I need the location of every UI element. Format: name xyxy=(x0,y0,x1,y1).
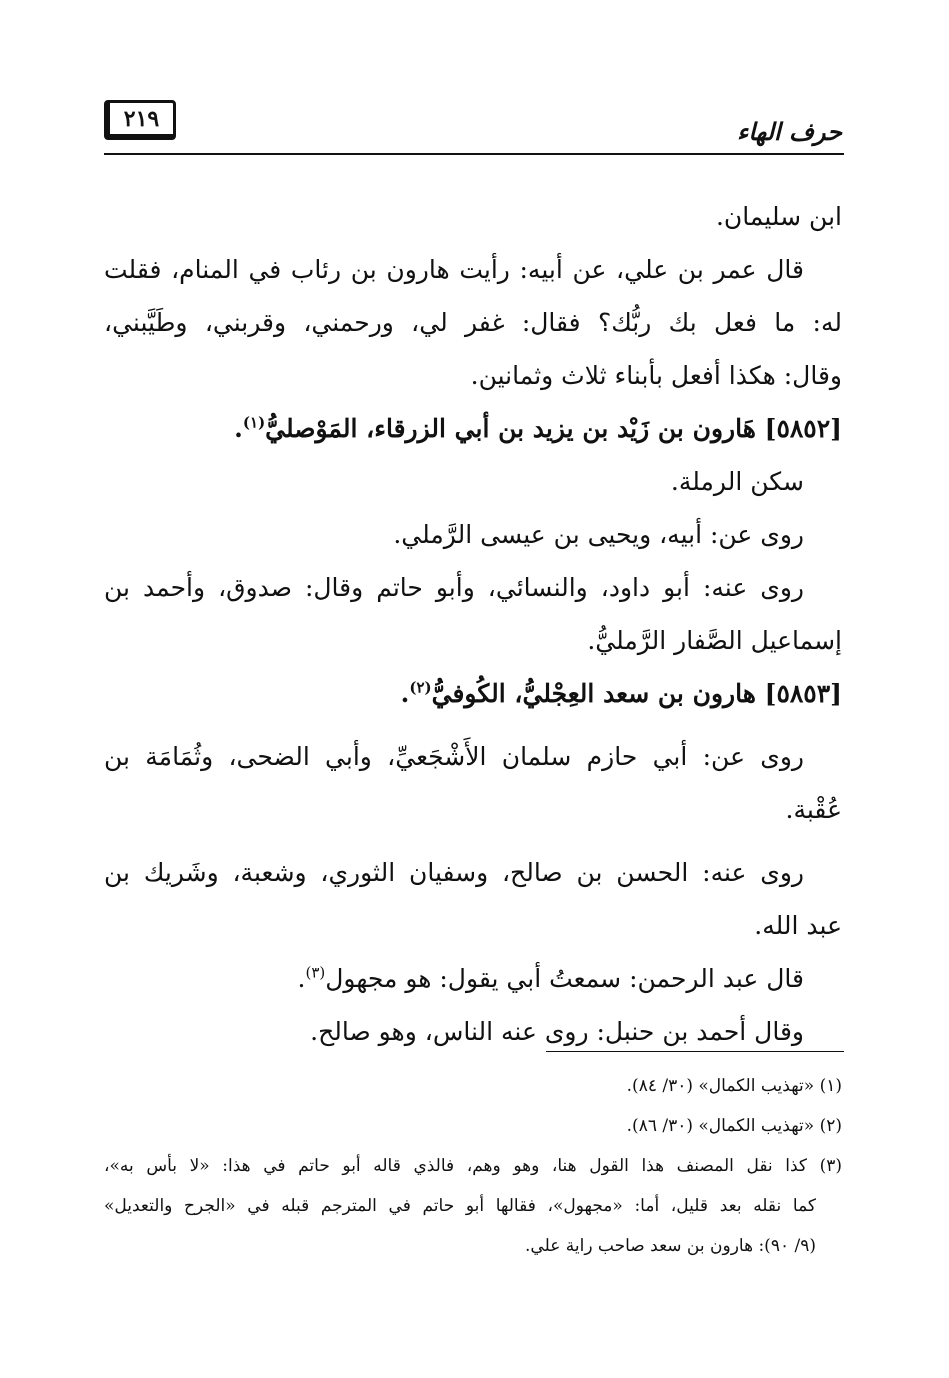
text-line: إسماعيل الصَّفار الرَّمليُّ. xyxy=(587,626,842,655)
footnote-2: (٢) «تهذيب الكمال» (٣٠/ ٨٦). xyxy=(626,1116,842,1136)
text-line: عُقْبة. xyxy=(785,795,842,824)
footnote-ref-3: (٣) xyxy=(305,963,326,982)
running-title: حرف الهاء xyxy=(737,117,842,146)
text-line: وقال: هكذا أفعل بأبناء ثلاث وثمانين. xyxy=(470,361,842,390)
text-line: عبد الله. xyxy=(754,911,842,940)
entry-heading-text: [٥٨٥٢] هَارون بن زَيْد بن يزيد بن أبي الزرقاء، المَوْصليُّ xyxy=(265,414,842,443)
text-line: سكن الرملة. xyxy=(670,467,804,496)
footnote-ref-1: (١) xyxy=(242,413,266,432)
text-line: روى عنه: الحسن بن صالح، وسفيان الثوري، وشعبة، وشَريك بن xyxy=(104,858,804,887)
text-line: روى عن: أبي حازم سلمان الأَشْجَعيِّ، وأبي الضحى، وثُمَامَة بن xyxy=(104,742,804,771)
heading-period: . xyxy=(400,679,410,708)
entry-heading-5852 xyxy=(104,402,842,455)
main-text xyxy=(104,190,842,1058)
footnote-3-cont: كما نقله بعد قليل، أما: «مجهول»، فقالها أبو حاتم في المترجم قبله في «الجرح والتعديل» xyxy=(104,1196,816,1216)
entry-heading-5853 xyxy=(104,667,842,720)
text-line: وقال أحمد بن حنبل: روى عنه الناس، وهو صالح. xyxy=(310,1017,804,1046)
footnote-rule xyxy=(546,1051,844,1052)
text-line: له: ما فعل بك ربُّك؟ فقال: غفر لي، ورحمني، وقربني، وطَيَّبني، xyxy=(104,308,842,337)
text-line: روى عن: أبيه، ويحيى بن عيسى الرَّملي. xyxy=(393,520,804,549)
page-number: ٢١٩ xyxy=(123,105,160,132)
footnote-3-cont: (٩/ ٩٠): هارون بن سعد صاحب راية علي. xyxy=(525,1236,816,1256)
header-rule xyxy=(104,153,844,155)
heading-period: . xyxy=(234,414,243,443)
quote-text: قال عبد الرحمن: سمعتُ أبي يقول: هو مجهول xyxy=(325,964,804,993)
entry-heading-text: [٥٨٥٣] هارون بن سعد العِجْليُّ، الكُوفيُّ xyxy=(431,679,842,708)
quote-line xyxy=(104,952,842,1005)
footnotes xyxy=(104,1066,842,1266)
text-line: روى عنه: أبو داود، والنسائي، وأبو حاتم وقال: صدوق، وأحمد بن xyxy=(104,573,804,602)
footnote-ref-2: (٢) xyxy=(409,678,432,697)
footnote-3: (٣) كذا نقل المصنف هذا القول هنا، وهو وهم، فالذي قاله أبو حاتم في هذا: «لا بأس به»، xyxy=(104,1156,842,1176)
text-line: قال عمر بن علي، عن أبيه: رأيت هارون بن رئاب في المنام، فقلت xyxy=(104,255,804,284)
page-number-box xyxy=(104,100,176,140)
footnote-1: (١) «تهذيب الكمال» (٣٠/ ٨٤). xyxy=(626,1076,842,1096)
quote-period: . xyxy=(297,964,306,993)
text-line: ابن سليمان. xyxy=(715,202,842,231)
